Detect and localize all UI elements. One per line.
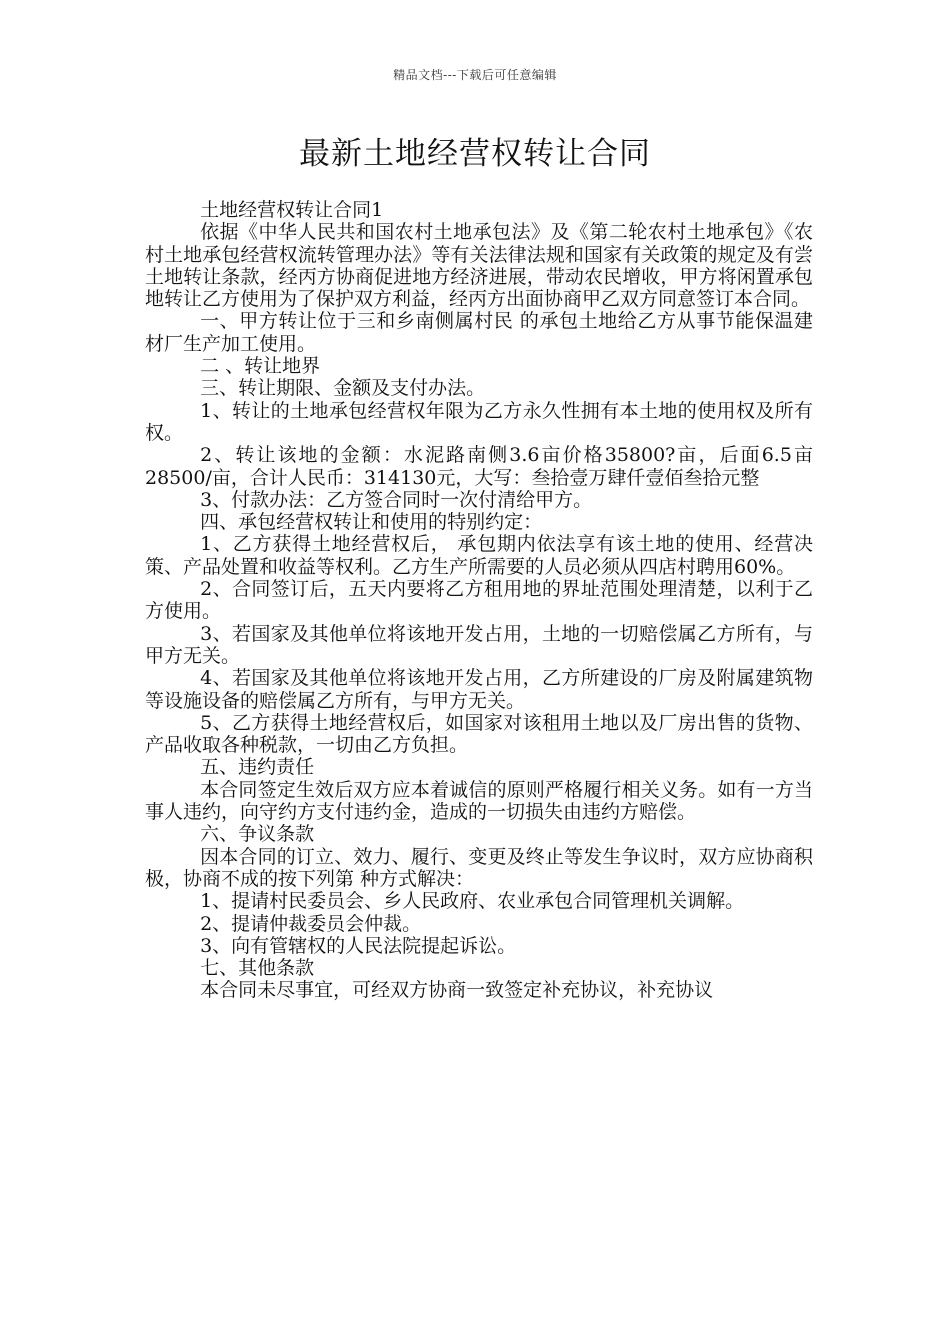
paragraph-contract-subtitle: 土地经营权转让合同1 [200,199,384,221]
paragraph-clause-7-heading: 七、其他条款 [200,957,315,980]
paragraph-clause-4-heading: 四、承包经营权转让和使用的特别约定： [200,511,543,534]
paragraph-clause-6-item-2: 2、提请仲裁委员会仲裁。 [200,912,422,935]
header-note: 精品文档---下载后可任意编辑 [393,68,557,82]
paragraph-clause-4-item-1: 1、乙方获得土地经营权后， 承包期内依法享有该土地的使用、经营决策、产品处置和收益等权利。乙方生产所需要的人员必须从四店村聘用60%。 [145,533,813,578]
paragraph-clause-4-item-5: 5、乙方获得土地经营权后，如国家对该租用土地以及厂房出售的货物、产品收取各种税款，一切由乙方负担。 [145,711,813,757]
paragraph-clause-4-item-3: 3、若国家及其他单位将该地开发占用，土地的一切赔偿属乙方所有，与甲方无关。 [145,622,813,667]
paragraph-clause-5-body: 本合同签定生效后双方应本着诚信的原则严格履行相关义务。如有一方当事人违约，向守约方支付违约金，造成的一切损失由违约方赔偿。 [145,778,813,824]
paragraph-clause-3-item-1: 1、转让的土地承包经营权年限为乙方永久性拥有本土地的使用权及所有权。 [145,399,813,444]
paragraph-clause-3-item-2: 2、转让该地的金额：水泥路南侧3.6亩价格35800?亩，后面6.5亩28500/亩，合计人民币：314130元，大写：叁拾壹万肆仟壹佰叁拾元整 [145,444,813,489]
paragraph-clause-2-heading: 二 、转让地界 [200,355,321,378]
paragraph-clause-4-item-2: 2、合同签订后，五天内要将乙方租用地的界址范围处理清楚，以利于乙方使用。 [145,578,813,623]
paragraph-clause-4-item-4: 4、若国家及其他单位将该地开发占用，乙方所建设的厂房及附属建筑物等设施设备的赔偿属乙方所有，与甲方无关。 [145,667,813,712]
document-title: 最新土地经营权转让合同 [299,136,651,172]
paragraph-clause-6-heading: 六、争议条款 [200,823,315,846]
paragraph-clause-5-heading: 五、违约责任 [200,756,315,779]
paragraph-clause-6-item-1: 1、提请村民委员会、乡人民政府、农业承包合同管理机关调解。 [200,890,745,913]
paragraph-clause-3-item-3: 3、付款办法：乙方签合同时一次付清给甲方。 [200,488,593,511]
document-body [145,199,813,1002]
paragraph-clause-1: 一、甲方转让位于三和乡南侧属村民 的承包土地给乙方从事节能保温建材厂生产加工使用。 [145,310,813,355]
paragraph-preamble: 依据《中华人民共和国农村土地承包法》及《第二轮农村土地承包》《农村土地承包经营权流转管理办法》等有关法律法规和国家有关政策的规定及有尝土地转让条款，经丙方协商促进地方经济进展，带动农民增收，甲方将闲置承包地转让乙方使用为了保护双方利益，经丙方出面协商甲乙双方同意签订本合同。 [145,221,813,311]
paragraph-clause-7-body: 本合同未尽事宜，可经双方协商一致签定补充协议，补充协议 [200,979,714,1002]
paragraph-clause-6-item-3: 3、向有管辖权的人民法院提起诉讼。 [200,934,517,957]
paragraph-clause-3-heading: 三、转让期限、金额及支付办法。 [200,377,486,400]
paragraph-clause-6-body: 因本合同的订立、效力、履行、变更及终止等发生争议时，双方应协商积极，协商不成的按下列第 种方式解决： [145,845,813,890]
